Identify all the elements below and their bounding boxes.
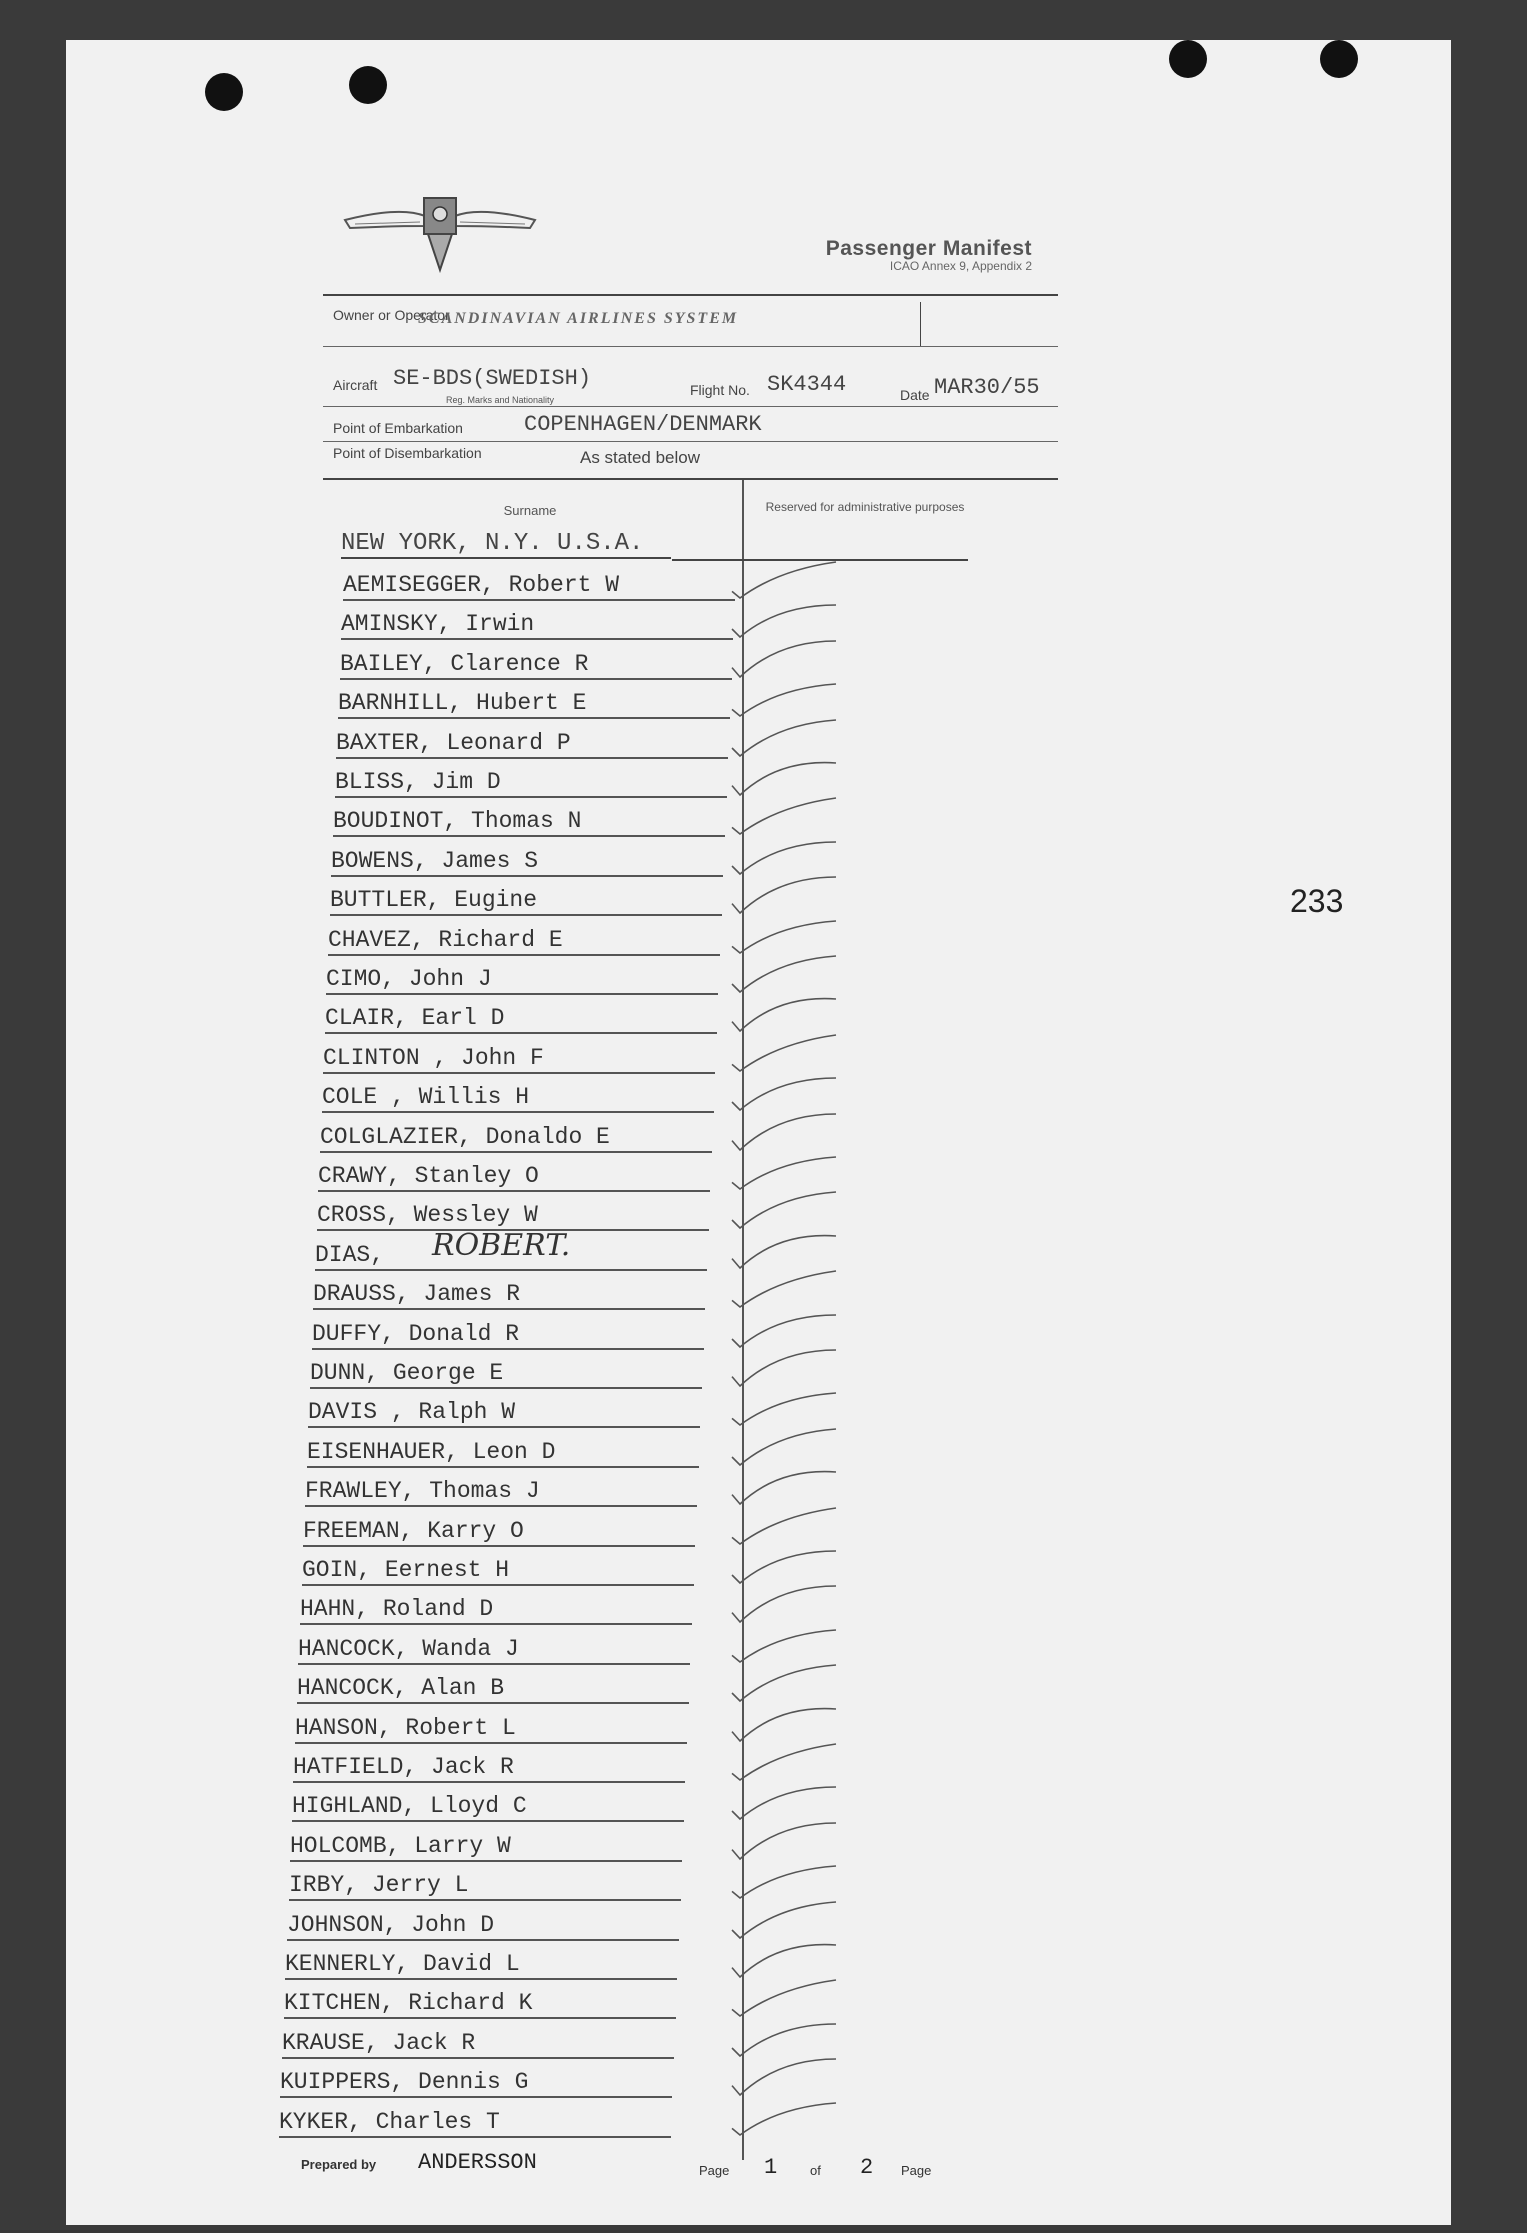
passenger-name: BOWENS, James S — [331, 848, 723, 877]
passenger-name: KYKER, Charles T — [279, 2109, 671, 2138]
checkmark-icon — [728, 1777, 848, 1821]
punch-hole — [1169, 40, 1207, 78]
passenger-name: HOLCOMB, Larry W — [290, 1833, 682, 1862]
document-subtitle: ICAO Annex 9, Appendix 2 — [889, 259, 1032, 273]
checkmark-icon — [728, 1817, 848, 1861]
owner-divider — [920, 302, 921, 346]
checkmark-icon — [728, 556, 848, 600]
passenger-name: DUFFY, Donald R — [312, 1321, 704, 1350]
checkmark-icon — [728, 1502, 848, 1546]
airline-logo-icon — [340, 192, 540, 274]
passenger-name: HIGHLAND, Lloyd C — [292, 1793, 684, 1822]
owner-label: Owner or Operator — [333, 307, 450, 323]
checkmark-icon — [728, 1620, 848, 1664]
checkmark-icon — [728, 1147, 848, 1191]
passenger-name: COLE , Willis H — [322, 1084, 714, 1113]
disembarkation-label: Point of Disembarkation — [333, 445, 482, 461]
owner-value: SCANDINAVIAN AIRLINES SYSTEM — [418, 310, 739, 327]
checkmark-icon — [728, 674, 848, 718]
of-value: 2 — [860, 2155, 874, 2180]
page-value: 1 — [764, 2155, 778, 2180]
embarkation-label: Point of Embarkation — [333, 420, 463, 436]
passenger-name: HATFIELD, Jack R — [293, 1754, 685, 1783]
checkmark-icon — [728, 1580, 848, 1624]
checkmark-icon — [728, 1108, 848, 1152]
passenger-name: IRBY, Jerry L — [289, 1872, 681, 1901]
prepared-by-value: ANDERSSON — [418, 2150, 537, 2175]
handwritten-first-name: ROBERT. — [432, 1228, 571, 1263]
checkmark-icon — [728, 1226, 848, 1270]
passenger-name: EISENHAUER, Leon D — [307, 1439, 699, 1468]
passenger-name: BAXTER, Leonard P — [336, 730, 728, 759]
pages-label: Page — [901, 2163, 932, 2178]
checkmark-icon — [728, 753, 848, 797]
embark-rule — [323, 441, 1058, 442]
checkmark-icon — [728, 2053, 848, 2097]
prepared-by-label: Prepared by — [301, 2157, 377, 2172]
checkmark-icon — [728, 1541, 848, 1585]
passenger-name: KITCHEN, Richard K — [284, 1990, 676, 2019]
checkmark-icon — [728, 1974, 848, 2018]
passenger-name: BLISS, Jim D — [335, 769, 727, 798]
passenger-name: CLAIR, Earl D — [325, 1005, 717, 1034]
passenger-name: CIMO, John J — [326, 966, 718, 995]
page-label: Page — [699, 2163, 730, 2178]
passenger-name: BARNHILL, Hubert E — [338, 690, 730, 719]
surname-header: Surname — [503, 503, 557, 518]
reserved-header: Reserved for administrative purposes — [765, 500, 965, 514]
checkmark-icon — [728, 1856, 848, 1900]
passenger-name: BAILEY, Clarence R — [340, 651, 732, 680]
checkmark-icon — [728, 1738, 848, 1782]
passenger-name: KRAUSE, Jack R — [282, 2030, 674, 2059]
passenger-name: BUTTLER, Eugine — [330, 887, 722, 916]
checkmark-icon — [728, 832, 848, 876]
of-label: of — [810, 2163, 821, 2178]
disembark-rule — [323, 478, 1058, 480]
aircraft-value: SE-BDS(SWEDISH) — [393, 366, 592, 391]
manifest-title-block — [790, 237, 1032, 273]
checkmark-icon — [728, 1265, 848, 1309]
punch-hole — [349, 66, 387, 104]
passenger-name: AEMISEGGER, Robert W — [343, 572, 735, 601]
passenger-name: AMINSKY, Irwin — [341, 611, 733, 640]
passenger-name: FREEMAN, Karry O — [303, 1518, 695, 1547]
passenger-name: CROSS, Wessley W — [317, 1202, 709, 1231]
checkmark-icon — [728, 1423, 848, 1467]
checkmark-icon — [728, 989, 848, 1033]
checkmark-icon — [728, 1699, 848, 1743]
checkmark-icon — [728, 1029, 848, 1073]
aircraft-note: Reg. Marks and Nationality — [446, 395, 555, 405]
passenger-name: COLGLAZIER, Donaldo E — [320, 1124, 712, 1153]
checkmark-icon — [728, 1305, 848, 1349]
checkmark-icon — [728, 871, 848, 915]
checkmark-icon — [728, 1344, 848, 1388]
passenger-name: CLINTON , John F — [323, 1045, 715, 1074]
checkmark-icon — [728, 1068, 848, 1112]
checkmark-icon — [728, 1462, 848, 1506]
checkmark-icon — [728, 714, 848, 758]
passenger-name: JOHNSON, John D — [287, 1912, 679, 1941]
punch-hole — [1320, 40, 1358, 78]
checkmark-icon — [728, 1383, 848, 1427]
side-page-number: 233 — [1290, 883, 1344, 919]
checkmark-icon — [728, 1896, 848, 1940]
passenger-name: KUIPPERS, Dennis G — [280, 2069, 672, 2098]
date-value: MAR30/55 — [934, 375, 1040, 400]
destination-heading: NEW YORK, N.Y. U.S.A. — [341, 530, 671, 559]
checkmark-icon — [728, 635, 848, 679]
checkmark-icon — [728, 792, 848, 836]
passenger-name: HANCOCK, Alan B — [297, 1675, 689, 1704]
flight-label: Flight No. — [690, 382, 750, 398]
checkmark-icon — [728, 911, 848, 955]
aircraft-rule — [323, 406, 1058, 407]
passenger-name: HANSON, Robert L — [295, 1715, 687, 1744]
passenger-name: KENNERLY, David L — [285, 1951, 677, 1980]
passenger-name: HANCOCK, Wanda J — [298, 1636, 690, 1665]
passenger-name: BOUDINOT, Thomas N — [333, 808, 725, 837]
passenger-name: DUNN, George E — [310, 1360, 702, 1389]
passenger-name: DRAUSS, James R — [313, 1281, 705, 1310]
passenger-name: FRAWLEY, Thomas J — [305, 1478, 697, 1507]
passenger-name: CRAWY, Stanley O — [318, 1163, 710, 1192]
checkmark-icon — [728, 1186, 848, 1230]
checkmark-icon — [728, 595, 848, 639]
document-title: Passenger Manifest — [825, 237, 1032, 260]
checkmark-icon — [728, 1659, 848, 1703]
aircraft-label: Aircraft — [333, 377, 378, 393]
punch-hole — [205, 73, 243, 111]
passenger-name: GOIN, Eernest H — [302, 1557, 694, 1586]
passenger-name: DIAS, — [315, 1242, 707, 1271]
date-label: Date — [900, 387, 930, 403]
checkmark-icon — [728, 1935, 848, 1979]
passenger-name: CHAVEZ, Richard E — [328, 927, 720, 956]
flight-value: SK4344 — [767, 372, 847, 397]
checkmark-icon — [728, 950, 848, 994]
checkmark-icon — [728, 2093, 848, 2137]
passenger-name: DAVIS , Ralph W — [308, 1399, 700, 1428]
disembarkation-value: As stated below — [580, 448, 701, 467]
header-rule — [323, 294, 1058, 296]
checkmark-icon — [728, 2014, 848, 2058]
embarkation-value: COPENHAGEN/DENMARK — [524, 412, 762, 437]
passenger-name: HAHN, Roland D — [300, 1596, 692, 1625]
owner-rule — [323, 346, 1058, 347]
